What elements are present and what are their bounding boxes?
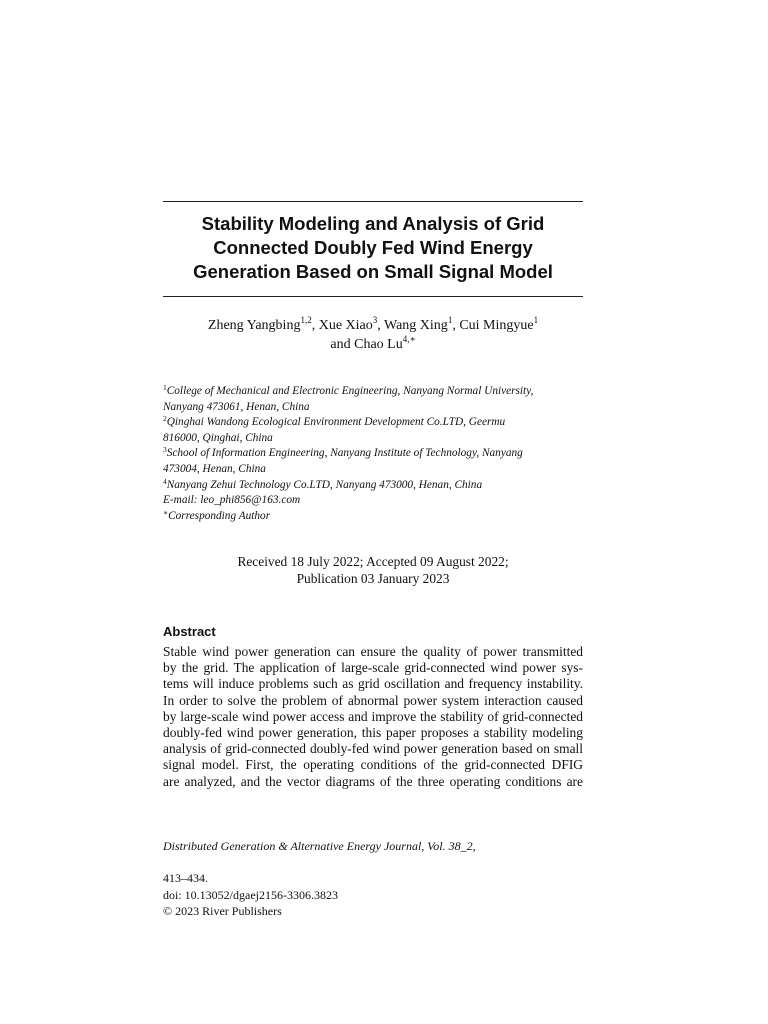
affiliation-line <box>163 478 583 494</box>
received-accepted-line: Received 18 July 2022; Accepted 09 August 2022; <box>237 554 509 569</box>
abstract-line: Stable wind power generation can ensure the quality of power transmitted <box>163 644 583 659</box>
abstract-line: In order to solve the problem of abnormal power system interaction caused <box>163 692 583 708</box>
author-name: Cui Mingyue <box>459 318 534 333</box>
affiliation-marker: 2 <box>163 414 167 424</box>
affiliation-line: Nanyang 473061, Henan, China <box>163 400 310 413</box>
affiliation-line: 816000, Qinghai, China <box>163 431 273 444</box>
corresponding-marker: ∗ <box>163 507 169 517</box>
affiliation-text: College of Mechanical and Electronic Engineering, Nanyang Normal University, <box>166 385 534 397</box>
author-affiliation-marker: 3 <box>372 315 378 325</box>
author-name: Wang Xing <box>384 318 448 333</box>
author-affiliation-marker: 1 <box>447 315 453 325</box>
title-top-rule <box>163 201 583 202</box>
affiliation-line: 473004, Henan, China <box>163 462 266 475</box>
title-line: Connected Doubly Fed Wind Energy <box>213 237 533 258</box>
corresponding-text: Corresponding Author <box>168 509 271 522</box>
page-range: 413–434. <box>163 871 208 886</box>
affiliation-marker: 3 <box>163 445 167 455</box>
publication-line: Publication 03 January 2023 <box>296 571 450 586</box>
corresponding-author-note <box>163 509 583 525</box>
author-line <box>163 335 583 354</box>
author-separator: , <box>377 318 384 333</box>
author-affiliation-marker: 4,∗ <box>402 334 416 344</box>
abstract-heading: Abstract <box>163 624 216 639</box>
abstract-line: by the grid. The application of large-scale grid-connected wind power sys- <box>163 660 583 676</box>
author-separator: , <box>311 318 319 333</box>
doi: doi: 10.13052/dgaej2156-3306.3823 <box>163 887 338 902</box>
author-line <box>163 316 583 335</box>
journal-citation <box>163 838 583 887</box>
abstract-line: tems will induce problems such as grid oscillation and frequency instability. <box>163 676 583 692</box>
publication-dates <box>163 553 583 587</box>
author-list <box>163 316 583 354</box>
abstract-line: analysis of grid-connected doubly-fed wind power generation based on small <box>163 741 583 757</box>
abstract-line: doubly-fed wind power generation, this paper proposes a stability modeling <box>163 725 583 741</box>
title-line: Stability Modeling and Analysis of Grid <box>201 213 545 234</box>
abstract-line: signal model. First, the operating conditions of the grid-connected DFIG <box>163 757 583 773</box>
affiliation-text: Nanyang Zehui Technology Co.LTD, Nanyang 473000, Henan, China <box>166 478 483 491</box>
affiliation-line <box>163 384 583 400</box>
abstract-body <box>163 644 583 790</box>
author-affiliation-marker: 1 <box>533 315 539 325</box>
affiliation-marker: 1 <box>163 383 167 392</box>
author-name: Zheng Yangbing <box>207 318 301 333</box>
author-name: and Chao Lu <box>330 337 403 352</box>
copyright: © 2023 River Publishers <box>163 903 282 918</box>
affiliations <box>163 384 583 524</box>
journal-name: Distributed Generation & Alternative Energy Journal, Vol. 38_2, <box>163 839 476 853</box>
affiliation-marker: 4 <box>163 476 167 486</box>
title-line: Generation Based on Small Signal Model <box>193 261 553 282</box>
paper-title <box>163 212 583 284</box>
author-separator: , <box>452 318 460 333</box>
journal-footer <box>163 838 583 919</box>
affiliation-text: School of Information Engineering, Nanyang Institute of Technology, Nanyang <box>166 447 523 460</box>
affiliation-line <box>163 415 583 431</box>
author-name: Xue Xiao <box>318 318 373 333</box>
affiliation-text: Qinghai Wandong Ecological Environment Development Co.LTD, Geermu <box>166 416 506 429</box>
author-affiliation-marker: 1,2 <box>300 315 312 325</box>
email-line: E-mail: leo_phi856@163.com <box>163 494 301 507</box>
affiliation-line <box>163 446 583 462</box>
title-bottom-rule <box>163 296 583 297</box>
abstract-line: by large-scale wind power access and improve the stability of grid-connected <box>163 708 583 724</box>
abstract-line: are analyzed, and the vector diagrams of the three operating conditions are <box>163 773 583 789</box>
